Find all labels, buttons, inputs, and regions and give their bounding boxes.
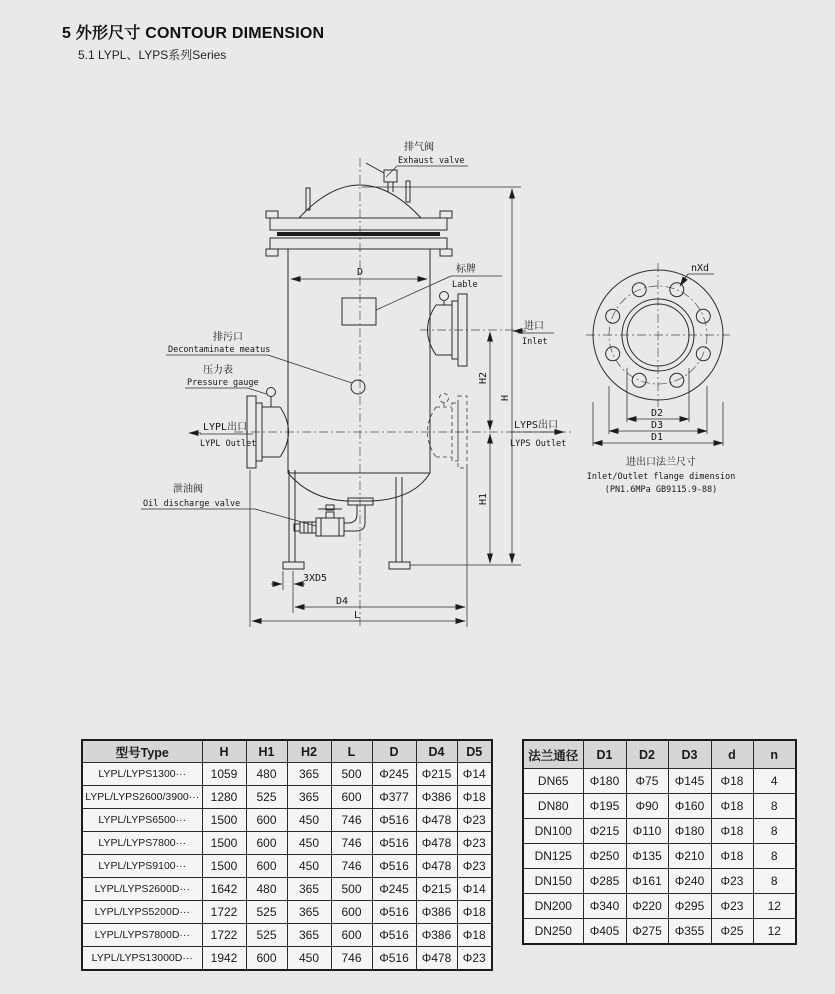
table-cell: LYPL/LYPS6500··· xyxy=(82,809,202,832)
dim-label-h1: H1 xyxy=(478,492,489,506)
header-cell: D1 xyxy=(583,740,626,769)
table-cell: Φ478 xyxy=(416,832,457,855)
header-cell: D4 xyxy=(416,740,457,763)
bolt-head xyxy=(440,211,452,218)
table-cell: 450 xyxy=(287,947,331,971)
dim-label-d: D xyxy=(356,267,364,278)
callout-labels xyxy=(141,140,566,526)
header-cell: H2 xyxy=(287,740,331,763)
table-cell: 365 xyxy=(287,878,331,901)
table-cell: Φ516 xyxy=(372,809,416,832)
header-cell: n xyxy=(753,740,796,769)
table-cell: 600 xyxy=(331,901,372,924)
table-cell: 480 xyxy=(246,763,287,786)
table-row xyxy=(82,809,492,832)
table-cell: Φ145 xyxy=(668,769,711,794)
table-cell: LYPL/LYPS7800D··· xyxy=(82,924,202,947)
table-cell: Φ215 xyxy=(416,763,457,786)
table-row xyxy=(82,924,492,947)
table-row xyxy=(82,901,492,924)
vessel-drawing xyxy=(234,158,572,628)
table-cell: LYPL/LYPS5200D··· xyxy=(82,901,202,924)
table-cell: Φ516 xyxy=(372,947,416,971)
table-cell: DN65 xyxy=(523,769,583,794)
table-cell: Φ215 xyxy=(416,878,457,901)
oil-valve-label-en: Oil discharge valve xyxy=(143,499,241,509)
dimension-lines xyxy=(250,187,521,627)
header-cell: D3 xyxy=(668,740,711,769)
table-cell: LYPL/LYPS2600/3900··· xyxy=(82,786,202,809)
header-row xyxy=(82,740,492,763)
exhaust-valve-label-en: Exhaust valve xyxy=(398,156,465,166)
inlet-label-cn: 进口 xyxy=(524,321,544,332)
table-cell: 600 xyxy=(246,947,287,971)
header-cell: d xyxy=(711,740,753,769)
table-cell: 1500 xyxy=(202,855,246,878)
flange-caption-cn: 进出口法兰尺寸 xyxy=(626,457,696,468)
nameplate-label-en: Lable xyxy=(452,280,478,290)
table-cell: DN250 xyxy=(523,919,583,945)
table-cell: 600 xyxy=(331,786,372,809)
table-cell: Φ386 xyxy=(416,924,457,947)
table-cell: Φ23 xyxy=(457,947,492,971)
body-flange-joint xyxy=(266,211,452,256)
table-cell: Φ23 xyxy=(457,809,492,832)
table-cell: DN100 xyxy=(523,819,583,844)
table-cell: LYPL/LYPS1300··· xyxy=(82,763,202,786)
table-cell: Φ195 xyxy=(583,794,626,819)
header-cell: D xyxy=(372,740,416,763)
bolt-nut xyxy=(440,249,452,256)
table-cell: Φ516 xyxy=(372,855,416,878)
table-cell: LYPL/LYPS13000D··· xyxy=(82,947,202,971)
table-cell: Φ220 xyxy=(626,894,668,919)
table-cell: Φ23 xyxy=(457,832,492,855)
vent-gauge xyxy=(440,292,449,301)
table-cell: 746 xyxy=(331,947,372,971)
lifting-pin-right xyxy=(406,181,410,202)
table-cell: LYPL/LYPS7800··· xyxy=(82,832,202,855)
table-cell: 365 xyxy=(287,924,331,947)
table-cell: 1942 xyxy=(202,947,246,971)
table-cell: 746 xyxy=(331,809,372,832)
table-cell: Φ75 xyxy=(626,769,668,794)
dim-label-d2: D2 xyxy=(651,408,664,419)
table-cell: 1642 xyxy=(202,878,246,901)
table-cell: 1059 xyxy=(202,763,246,786)
lypl-outlet-nozzle xyxy=(247,388,289,469)
table-row xyxy=(523,819,796,844)
table-cell: Φ215 xyxy=(583,819,626,844)
table-cell: 8 xyxy=(753,819,796,844)
table-cell: Φ110 xyxy=(626,819,668,844)
header-cell: H1 xyxy=(246,740,287,763)
table-cell: 8 xyxy=(753,794,796,819)
flange-caption-en: Inlet/Outlet flange dimension xyxy=(586,472,736,482)
table-cell: LYPL/LYPS2600D··· xyxy=(82,878,202,901)
table-cell: Φ275 xyxy=(626,919,668,945)
dimension-table xyxy=(81,739,493,971)
table-row xyxy=(523,769,796,794)
table-cell: DN125 xyxy=(523,844,583,869)
table-cell: Φ23 xyxy=(457,855,492,878)
table-cell: 12 xyxy=(753,894,796,919)
table-cell: Φ18 xyxy=(457,924,492,947)
table-cell: 525 xyxy=(246,786,287,809)
drain-port-label-cn: 排污口 xyxy=(213,332,243,343)
table-cell: LYPL/LYPS9100··· xyxy=(82,855,202,878)
table-cell: 4 xyxy=(753,769,796,794)
flange-table xyxy=(522,739,797,945)
lyps-outlet-label-en: LYPS Outlet xyxy=(510,439,567,449)
dim-label-d4: D4 xyxy=(336,596,349,607)
table-row xyxy=(523,919,796,945)
bolt-head xyxy=(266,211,278,218)
table-cell: Φ180 xyxy=(583,769,626,794)
dim-label-l: L xyxy=(354,610,361,621)
table-cell: Φ18 xyxy=(457,901,492,924)
table-row xyxy=(82,763,492,786)
lypl-outlet-label-en: LYPL Outlet xyxy=(200,439,257,449)
nameplate-label-cn: 标牌 xyxy=(456,264,476,275)
table-row xyxy=(523,844,796,869)
dim-label-h: H xyxy=(500,394,511,402)
table-cell: Φ23 xyxy=(711,894,753,919)
table-cell: DN200 xyxy=(523,894,583,919)
oil-valve-label-cn: 泄油阀 xyxy=(173,484,203,495)
table-cell: DN150 xyxy=(523,869,583,894)
table-cell: Φ180 xyxy=(668,819,711,844)
drain-port xyxy=(351,380,365,394)
pressure-gauge-label-en: Pressure gauge xyxy=(187,378,259,388)
table-cell: 600 xyxy=(246,855,287,878)
table-cell: 450 xyxy=(287,855,331,878)
table-cell: Φ18 xyxy=(711,794,753,819)
table-cell: 8 xyxy=(753,869,796,894)
support-legs xyxy=(283,470,410,569)
table-cell: 746 xyxy=(331,832,372,855)
oil-discharge-valve xyxy=(294,505,365,536)
table-cell: Φ250 xyxy=(583,844,626,869)
table-cell: 1722 xyxy=(202,924,246,947)
table-cell: Φ355 xyxy=(668,919,711,945)
table-cell: Φ478 xyxy=(416,855,457,878)
table-cell: Φ240 xyxy=(668,869,711,894)
table-row xyxy=(82,855,492,878)
table-row xyxy=(523,794,796,819)
table-row xyxy=(82,878,492,901)
table-row xyxy=(523,869,796,894)
table-cell: 450 xyxy=(287,809,331,832)
table-cell: 600 xyxy=(246,832,287,855)
table-cell: Φ25 xyxy=(711,919,753,945)
dim-label-d3: D3 xyxy=(651,420,664,431)
exhaust-valve xyxy=(366,163,397,192)
table-cell: Φ14 xyxy=(457,763,492,786)
table-cell: Φ245 xyxy=(372,763,416,786)
table-row xyxy=(523,894,796,919)
table-cell: Φ386 xyxy=(416,786,457,809)
table-cell: Φ478 xyxy=(416,809,457,832)
table-row xyxy=(82,786,492,809)
exhaust-valve-label-cn: 排气阀 xyxy=(404,142,434,153)
header-row xyxy=(523,740,796,769)
lifting-pin-left xyxy=(306,188,310,210)
table-cell: 365 xyxy=(287,763,331,786)
pressure-gauge-label-cn: 压力表 xyxy=(203,365,233,376)
lyps-outlet-nozzle xyxy=(428,394,468,469)
table-cell: 12 xyxy=(753,919,796,945)
header-cell: D2 xyxy=(626,740,668,769)
table-cell: 746 xyxy=(331,855,372,878)
table-cell: Φ18 xyxy=(711,844,753,869)
table-cell: 8 xyxy=(753,844,796,869)
table-cell: Φ516 xyxy=(372,901,416,924)
table-cell: Φ377 xyxy=(372,786,416,809)
table-cell: Φ245 xyxy=(372,878,416,901)
inlet-label-en: Inlet xyxy=(522,337,548,347)
lyps-outlet-label-cn: LYPS出口 xyxy=(514,420,559,431)
table-cell: Φ18 xyxy=(711,769,753,794)
table-cell: 480 xyxy=(246,878,287,901)
table-cell: Φ285 xyxy=(583,869,626,894)
table-cell: Φ18 xyxy=(711,819,753,844)
table-cell: 365 xyxy=(287,786,331,809)
table-cell: DN80 xyxy=(523,794,583,819)
table-cell: Φ23 xyxy=(711,869,753,894)
header-cell: D5 xyxy=(457,740,492,763)
table-cell: Φ210 xyxy=(668,844,711,869)
table-cell: 1500 xyxy=(202,832,246,855)
bolt-count-label: nXd xyxy=(691,263,710,274)
header-cell: L xyxy=(331,740,372,763)
table-cell: Φ516 xyxy=(372,924,416,947)
table-cell: 1722 xyxy=(202,901,246,924)
table-cell: 1280 xyxy=(202,786,246,809)
bolt-nut xyxy=(266,249,278,256)
table-cell: Φ386 xyxy=(416,901,457,924)
table-cell: Φ90 xyxy=(626,794,668,819)
table-cell: Φ14 xyxy=(457,878,492,901)
table-cell: 525 xyxy=(246,901,287,924)
drain-port-label-en: Decontaminate meatus xyxy=(168,345,271,355)
header-cell: 法兰通径 xyxy=(523,740,583,769)
header-cell: H xyxy=(202,740,246,763)
table-cell: 600 xyxy=(331,924,372,947)
table-cell: 1500 xyxy=(202,809,246,832)
nameplate xyxy=(342,298,376,325)
table-cell: Φ405 xyxy=(583,919,626,945)
table-cell: 500 xyxy=(331,763,372,786)
table-cell: Φ18 xyxy=(457,786,492,809)
page-title: 5 外形尺寸 CONTOUR DIMENSION xyxy=(62,25,325,42)
dim-label-h2: H2 xyxy=(478,371,489,385)
dim-label-3xd5: 3XD5 xyxy=(303,573,328,584)
table-cell: 525 xyxy=(246,924,287,947)
table-cell: Φ295 xyxy=(668,894,711,919)
table-cell: Φ340 xyxy=(583,894,626,919)
header-cell: 型号Type xyxy=(82,740,202,763)
table-cell: Φ516 xyxy=(372,832,416,855)
table-row xyxy=(82,832,492,855)
table-cell: 600 xyxy=(246,809,287,832)
table-row xyxy=(82,947,492,971)
flange-caption-standard: (PN1.6MPa GB9115.9-88) xyxy=(604,485,718,495)
table-cell: Φ135 xyxy=(626,844,668,869)
lypl-outlet-label-cn: LYPL出口 xyxy=(203,422,248,433)
pressure-gauge xyxy=(267,388,276,397)
table-cell: 365 xyxy=(287,901,331,924)
table-cell: 500 xyxy=(331,878,372,901)
flange-detail-drawing xyxy=(586,263,735,495)
table-cell: Φ160 xyxy=(668,794,711,819)
table-cell: Φ161 xyxy=(626,869,668,894)
page-subtitle: 5.1 LYPL、LYPS系列Series xyxy=(78,48,227,62)
inlet-nozzle xyxy=(428,292,468,367)
dished-bottom xyxy=(288,473,430,501)
table-cell: 450 xyxy=(287,832,331,855)
dim-label-d1: D1 xyxy=(651,432,664,443)
table-cell: Φ478 xyxy=(416,947,457,971)
